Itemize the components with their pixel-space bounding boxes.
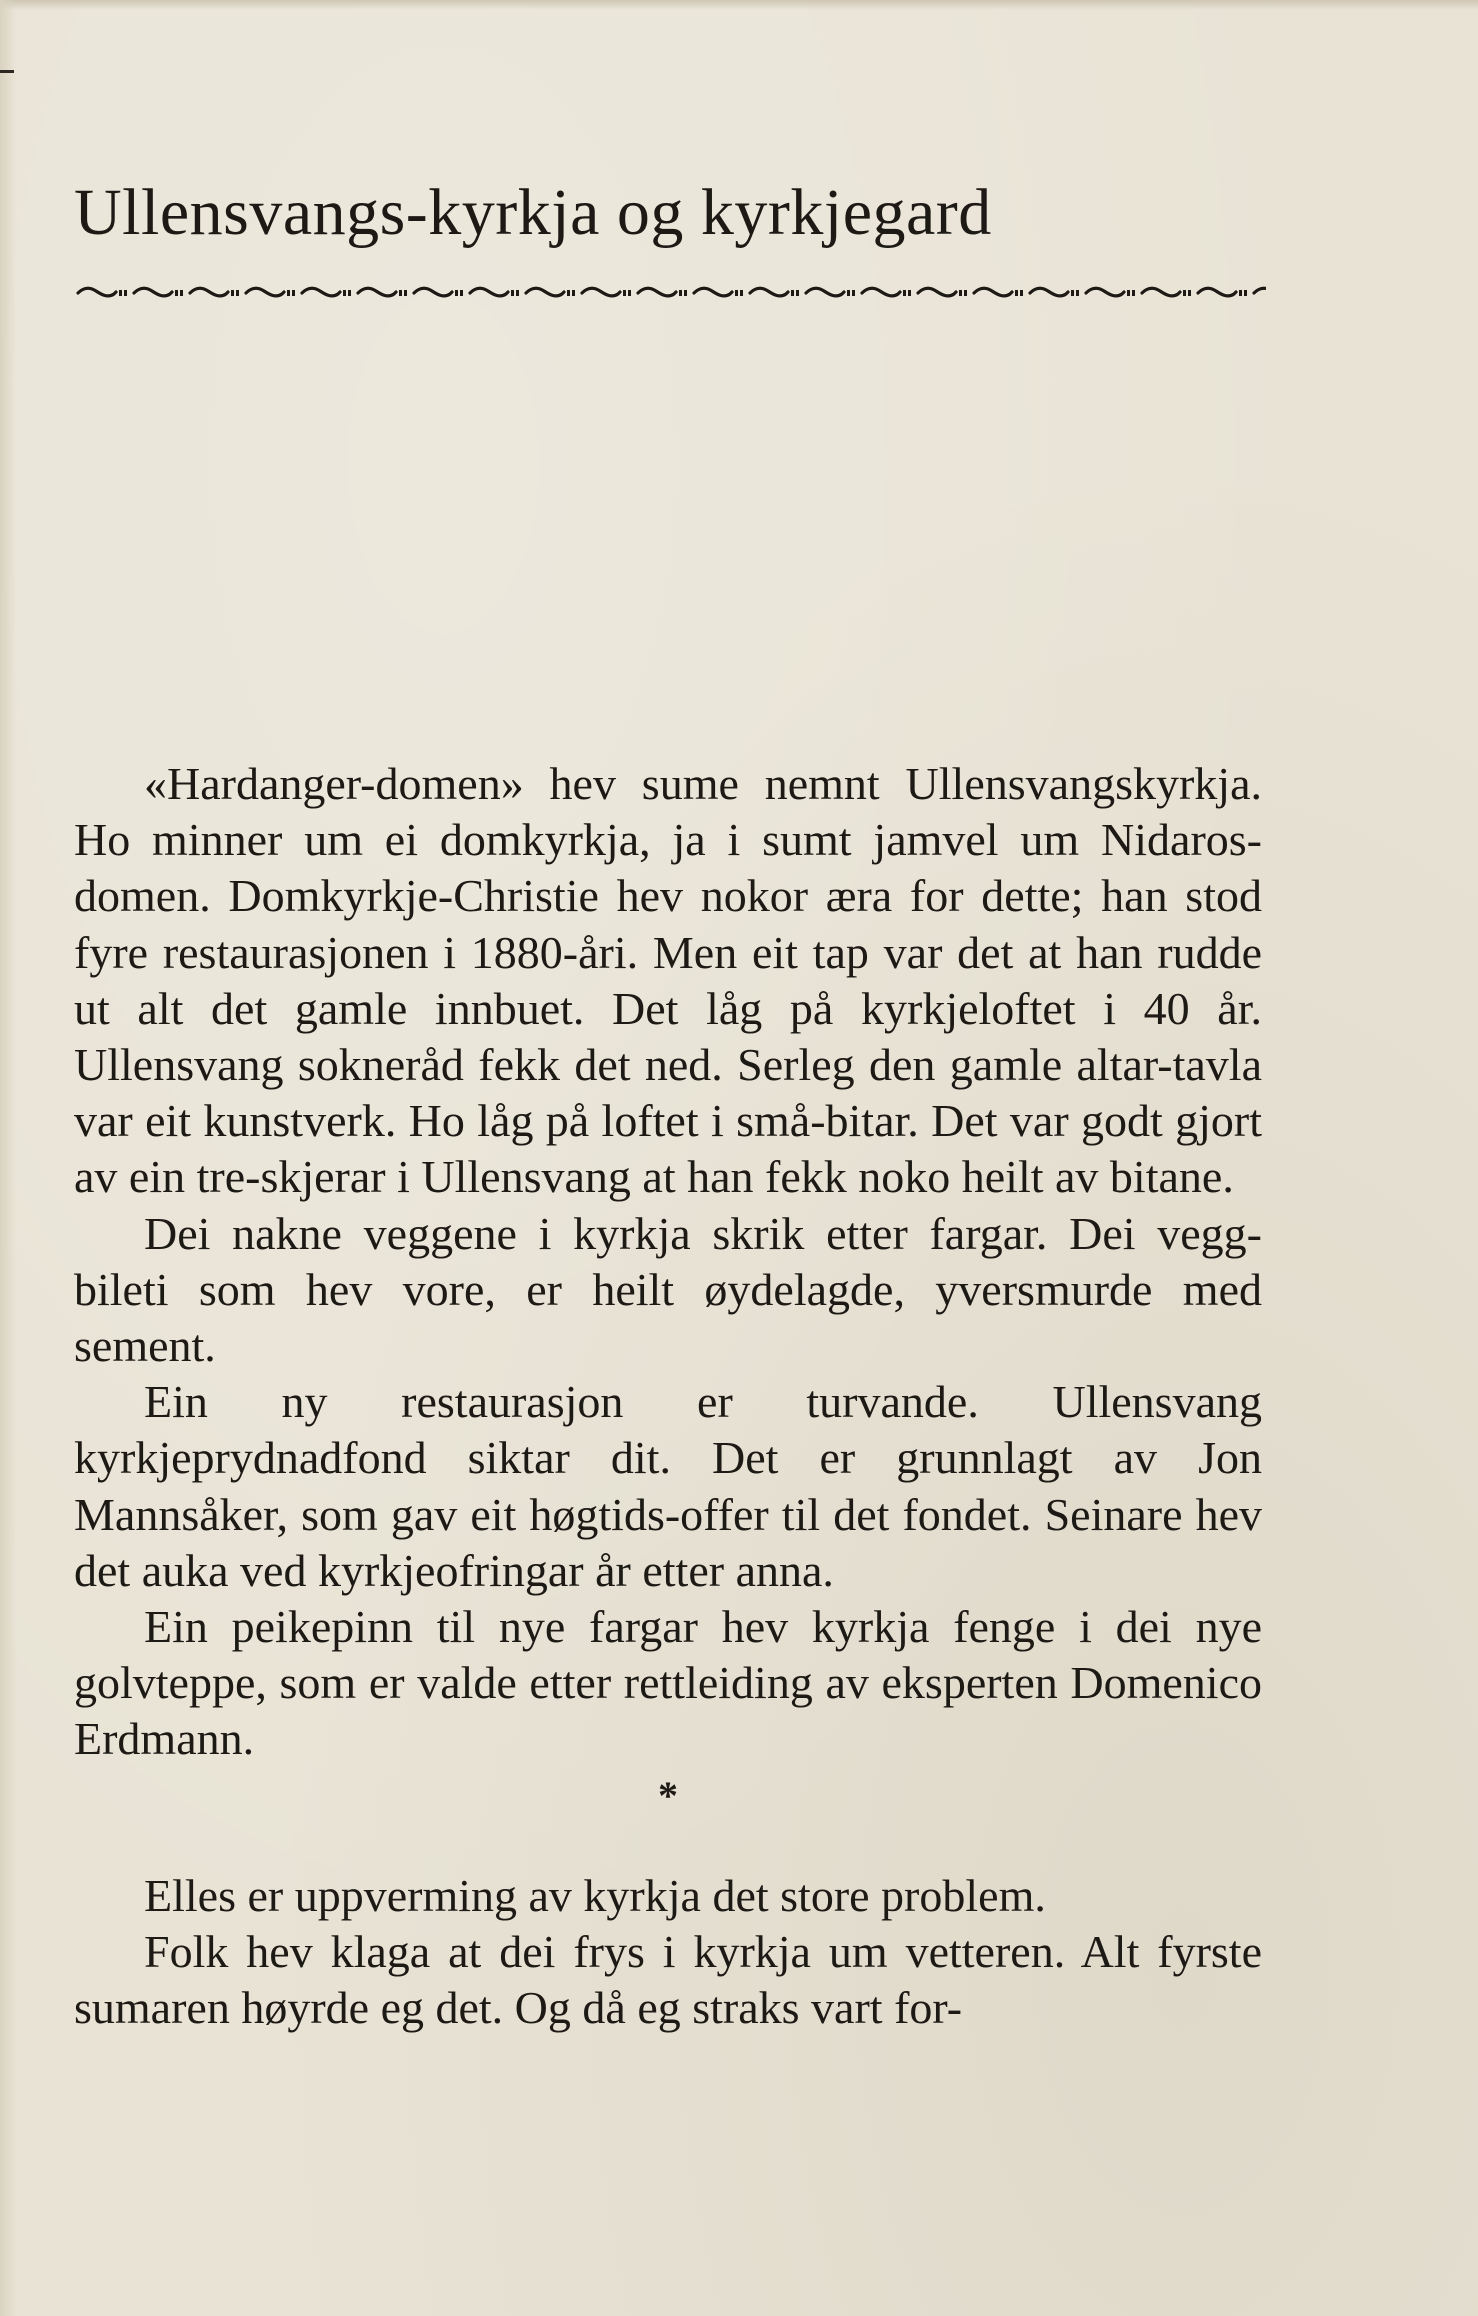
body-text	[74, 756, 1262, 2036]
paragraph: Elles er uppverming av kyrkja det store problem.	[144, 1869, 1046, 1921]
page-top-edge	[0, 0, 1478, 10]
paragraph: Ein peikepinn til nye fargar hev kyrkja fenge i dei nye golvteppe, som er valde etter rettleiding av eksperten Domenico Erdmann.	[74, 1601, 1262, 1765]
decorative-rule	[76, 286, 1266, 300]
paragraph: «Hardanger-domen» hev sume nemnt Ullensvangskyrkja. Ho minner um ei domkyrkja, ja i sumt jamvel um Nidaros-domen. Domkyrkje-Christie hev nokor æra for dette; han stod fyre restaurasjonen i 1880-åri. Men eit tap var det at han rudde ut alt det gamle innbuet. Det låg på kyrkjeloftet i 40 år. Ullensvang sokneråd fekk det ned. Serleg den gamle altar-tavla var eit kunstverk. Ho låg på loftet i små-bitar. Det var godt gjort av ein tre-skjerar i Ullensvang at han fekk noko heilt av bitane.	[74, 758, 1262, 1203]
section-separator: *	[658, 1772, 678, 1818]
edge-mark	[0, 70, 14, 73]
paragraph: Dei nakne veggene i kyrkja skrik etter fargar. Dei vegg-bileti som hev vore, er heilt øydelagde, yversmurde med sement.	[74, 1207, 1262, 1372]
paragraph: Folk hev klaga at dei frys i kyrkja um vetteren. Alt fyrste sumaren høyrde eg det. Og då eg straks vart for-	[74, 1925, 1262, 2034]
page-title: Ullensvangs-kyrkja og kyrkjegard	[74, 176, 992, 249]
paragraph: Ein ny restaurasjon er turvande. Ullensvang kyrkjeprydnadfond siktar dit. Det er grunnlagt av Jon Mannsåker, som gav eit høgtids-offer til det fondet. Seinare hev det auka ved kyrkjeofringar år etter anna.	[74, 1376, 1262, 1596]
page-left-edge	[0, 0, 16, 2316]
